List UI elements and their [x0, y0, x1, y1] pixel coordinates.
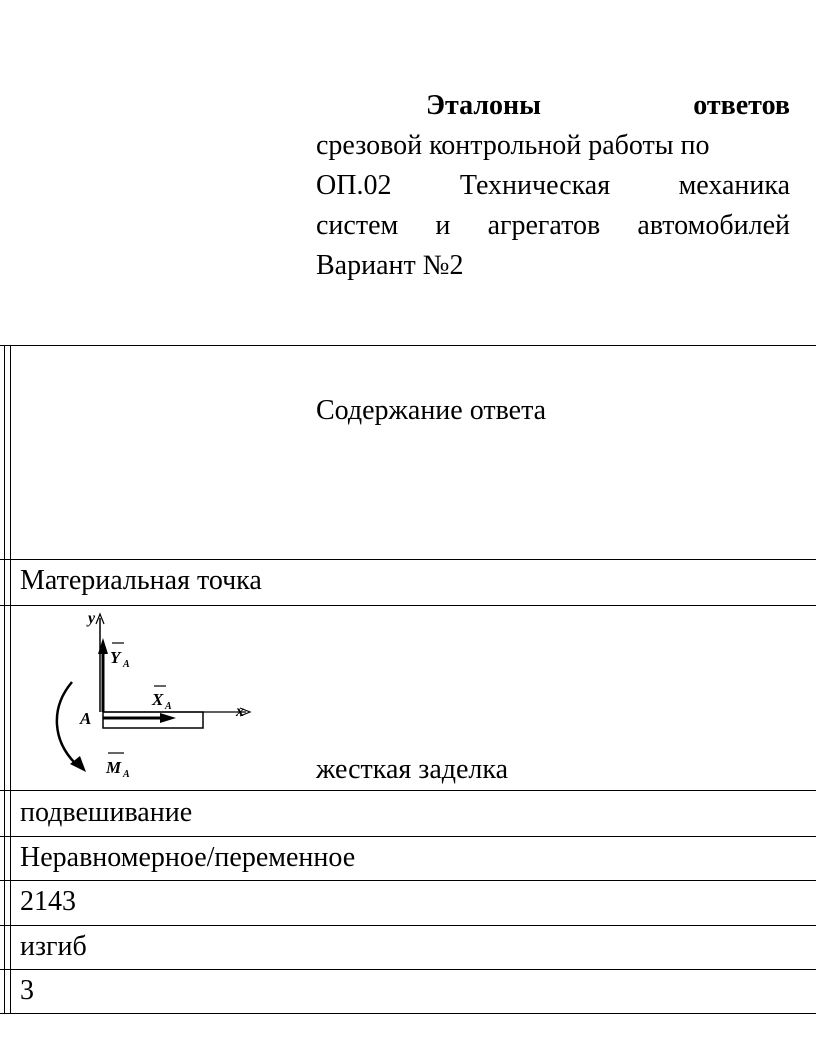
table-border-bottom: [0, 1013, 816, 1014]
table-row: подвешивание: [20, 797, 193, 828]
header-word: и: [435, 210, 451, 241]
y-force-subscript: A: [123, 659, 130, 670]
header-word: Техническая: [459, 170, 611, 201]
table-divider: [0, 836, 816, 837]
header-line-3: [316, 166, 790, 206]
table-row: 2143: [20, 886, 76, 917]
moment-label: M: [106, 758, 122, 777]
x-force-label: X: [152, 690, 164, 709]
header-title: [316, 86, 790, 126]
table-divider: [0, 925, 816, 926]
header-title-word-1: Эталоны: [426, 90, 542, 121]
y-force-label: Y: [110, 648, 121, 667]
table-row: жесткая заделка: [316, 754, 508, 785]
header-word: автомобилей: [637, 210, 790, 241]
header-line-2: срезовой контрольной работы по: [316, 130, 710, 161]
header-word: систем: [316, 210, 399, 241]
table-divider: [0, 790, 816, 791]
x-force-subscript: A: [165, 701, 172, 712]
header-word: агрегатов: [487, 210, 601, 241]
column-header: Содержание ответа: [316, 395, 547, 426]
table-divider: [0, 969, 816, 970]
table-column-border: [10, 345, 11, 1014]
table-divider: [0, 605, 816, 606]
moment-arc: [57, 682, 78, 766]
x-axis-label: x: [236, 703, 244, 720]
header-variant: Вариант №2: [316, 250, 464, 281]
header-word: механика: [678, 170, 790, 201]
y-axis-label: y: [88, 610, 96, 627]
beam: [103, 712, 203, 728]
header-title-word-2: ответов: [693, 90, 790, 121]
table-row: Материальная точка: [20, 565, 262, 596]
table-divider: [0, 880, 816, 881]
moment-subscript: A: [123, 769, 130, 780]
fixed-support-diagram: [48, 608, 260, 788]
table-row: 3: [20, 975, 34, 1006]
header-line-4: [316, 206, 790, 246]
table-row: Неравномерное/переменное: [20, 842, 356, 873]
table-border-top: [0, 345, 816, 346]
header-word: ОП.02: [316, 170, 392, 201]
point-label: A: [80, 709, 92, 728]
document-header: [316, 86, 790, 286]
table-row: изгиб: [20, 931, 87, 962]
table-column-border: [4, 345, 5, 1014]
table-divider: [0, 559, 816, 560]
x-force-arrow-icon: [160, 713, 176, 723]
